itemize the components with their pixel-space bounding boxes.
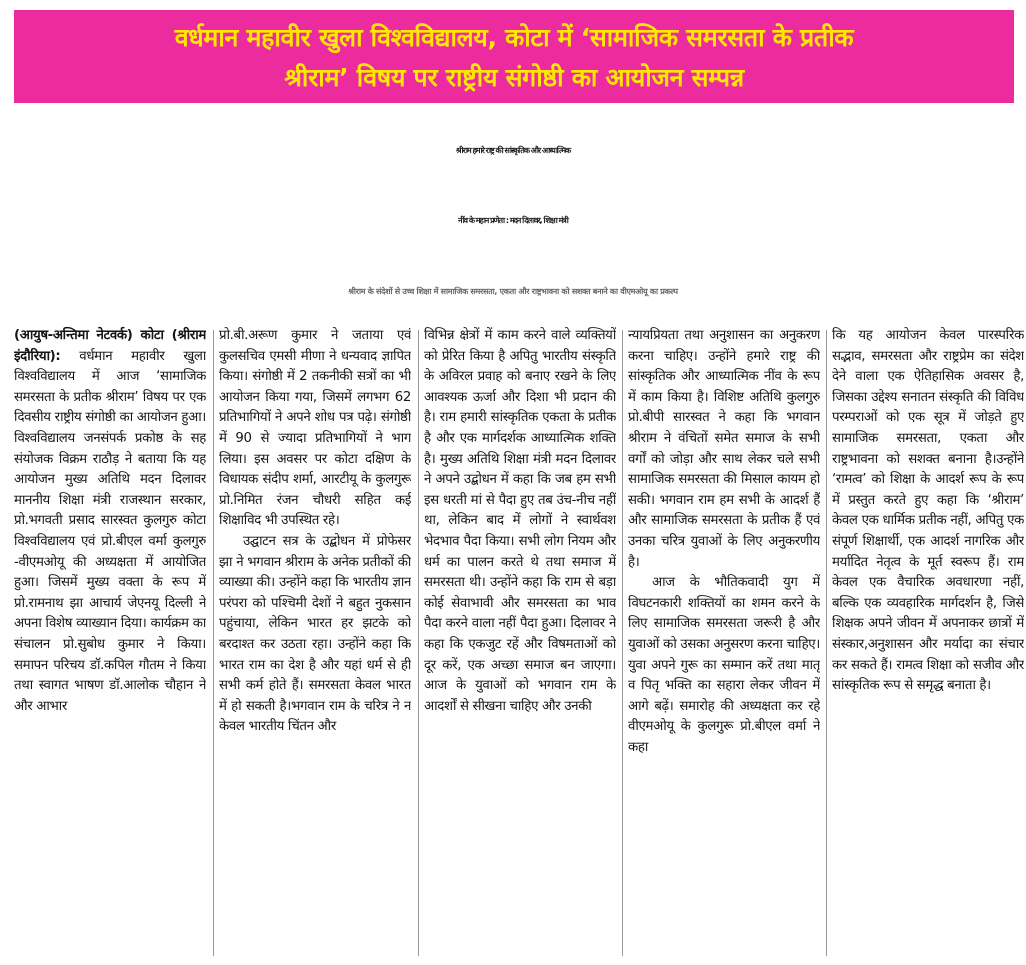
article-column-1 — [14, 326, 206, 960]
column-5-text: कि यह आयोजन केवल पारस्परिक सद्भाव, समरसता और राष्ट्रप्रेम का संदेश देने वाला एक ऐतिहासिक अवसर है, जिसका उद्देश्य सनातन संस्कृति की विविध परम्पराओं को एक सूत्र में जोड़ते हुए सामाजिक समरसता, एकता और राष्ट्रभावना को सशक्त बनाना है।उन्होंने ‘रामत्व’ को शिक्षा के आदर्श रूप के रूप में प्रस्तुत करते हुए कहा कि ‘श्रीराम’ केवल एक धार्मिक प्रतीक नहीं, अपितु एक संपूर्ण शिक्षार्थी, एक आदर्श नागरिक और मर्यादित नेतृत्व के मूर्त स्वरूप हैं। राम केवल एक वैचारिक अवधारणा नहीं, बल्कि एक व्यवहारिक मार्गदर्शन है, जिसे शिक्षक अपने जीवन में अपनाकर छात्रों में संस्कार,अनुशासन और मर्यादा का संचार कर सकते हैं। रामत्व शिक्षा को सजीव और सांस्कृतिक रूप से समृद्ध बनाता है। — [832, 328, 1024, 694]
headline-line-1: श्रीराम हमारे राष्ट्र की सांस्कृतिक और आध्यात्मिक — [455, 146, 571, 155]
article-column-5 — [832, 326, 1024, 960]
sub-headline: श्रीराम के संदेशों से उच्च शिक्षा में सामाजिक समरसता, एकता और राष्ट्रभावना को सशक्त बनाने का वीएमओयू का प्रकल्प — [348, 287, 678, 296]
column-divider — [213, 330, 214, 956]
column-1-text: वर्धमान महावीर खुला विश्वविद्यालय में आज ‘सामाजिक समरसता के प्रतीक श्रीराम’ विषय पर एक दिवसीय राष्ट्रीय संगोष्ठी का आयोजन हुआ। विश्वविद्यालय जनसंपर्क प्रकोष्ठ के सह संयोजक विक्रम राठौड़ ने बताया कि यह आयोजन मुख्य अतिथि मदन दिलावर माननीय शिक्षा मंत्री राजस्थान सरकार, प्रो.भगवती प्रसाद सारस्वत कुलगुरु कोटा विश्वविद्यालय एवं प्रो.बीएल वर्मा कुलगुरु -वीएमओयू की अध्यक्षता में आयोजित हुआ। जिसमें मुख्य वक्ता के रूप में प्रो.रामनाथ झा आचार्य जेएनयू दिल्ली ने अपना विशेष व्याख्यान दिया। कार्यक्रम का संचालन प्रो.सुबोध कुमार ने किया। समापन परिचय डॉ.कपिल गौतम ने किया तथा स्वागत भाषण डॉ.आलोक चौहान ने और आभार — [14, 348, 206, 714]
article-body — [14, 326, 1024, 960]
column-divider — [826, 330, 827, 956]
column-4-para-1: न्यायप्रियता तथा अनुशासन का अनुकरण करना चाहिए। उन्होंने हमारे राष्ट्र की सांस्कृतिक और आध्यात्मिक नींव के रूप में काम किया है। विशिष्ट अतिथि कुलगुरु प्रो.बीपी सारस्वत ने कहा कि भगवान श्रीराम ने वंचितों समेत समाज के सभी वर्गों को जोड़ा और साथ लेकर चले सभी सामाजिक समरसता की मिसाल कायम हो सकी। भगवान राम हम सभी के आदर्श हैं और सामाजिक समरसता के प्रतीक हैं एवं उनका चरित्र युवाओं के लिए अनुकरणीय है। — [628, 328, 820, 570]
column-2-para-2: उद्घाटन सत्र के उद्बोधन में प्रोफेसर झा ने भगवान श्रीराम के अनेक प्रतीकों की व्याख्या की। उन्होंने कहा कि भारतीय ज्ञान परंपरा को पश्चिमी देशों ने बहुत नुकसान पहुंचाया, लेकिन भारत हर झटके को बरदाश्त कर उठता रहा। उन्होंने कहा कि भारत राम का देश है और यहां धर्म से ही सभी कर्म होते हैं। समरसता केवल भारत में हो सकती है।भगवान राम के चरित्र ने न केवल भारतीय चिंतन और — [219, 533, 411, 735]
banner-line-1: वर्धमान महावीर खुला विश्वविद्यालय, कोटा में ‘सामाजिक समरसता के प्रतीक — [174, 23, 854, 52]
article-column-2 — [219, 326, 411, 960]
column-divider — [622, 330, 623, 956]
column-divider — [418, 330, 419, 956]
event-banner — [14, 10, 1014, 103]
column-3-text: विभिन्न क्षेत्रों में काम करने वाले व्यक्तियों को प्रेरित किया है अपितु भारतीय संस्कृति के अविरल प्रवाह को बनाए रखने के लिए आवश्यक ऊर्जा और दिशा भी प्रदान की है। राम हमारी सांस्कृतिक एकता के प्रतीक है और एक मार्गदर्शक आध्यात्मिक शक्ति है। मुख्य अतिथि शिक्षा मंत्री मदन दिलावर ने अपने उद्बोधन में कहा कि जब हम सभी इस धरती मां से पैदा हुए तब उंच-नीच नहीं था, लेकिन बाद में लोगों ने स्वार्थवश भेदभाव पैदा किया। सभी लोग नियम और धर्म का पालन करते थे तथा समाज में समरसता थी। उन्होंने कहा कि राम से बड़ा कोई सेवाभावी और समरसता का भाव पैदा करने वाला नहीं पैदा हुआ। दिलावर ने कहा कि एकजुट रहें और विषमताओं को दूर करें, एक अच्छा समाज बन जाएगा। आज के युवाओं को भगवान राम के आदर्शों से सीखना चाहिए और उनकी — [424, 328, 616, 714]
main-headline — [0, 116, 1026, 256]
article-column-3 — [424, 326, 616, 960]
banner-line-2: श्रीराम’ विषय पर राष्ट्रीय संगोष्ठी का आयोजन सम्पन्न — [284, 63, 744, 92]
column-4-para-2: आज के भौतिकवादी युग में विघटनकारी शक्तियों का शमन करने के लिए सामाजिक समरसता जरूरी है और युवाओं को उसका अनुसरण करना चाहिए। युवा अपने गुरू का सम्मान करें तथा मातृ व पितृ भक्ति का सहारा लेकर जीवन में आगे बढ़ें। समारोह की अध्यक्षता कर रहे वीएमओयू के कुलगुरू प्रो.बीएल वर्मा ने कहा — [628, 575, 820, 755]
byline: (आयुष-अन्तिमा नेटवर्क) कोटा (श्रीराम इंदौरिया): — [14, 328, 206, 364]
column-2-para-1: प्रो.बी.अरूण कुमार ने जताया एवं कुलसचिव एमसी मीणा ने धन्यवाद ज्ञापित किया। संगोष्ठी में 2 तकनीकी सत्रों का भी आयोजन किया गया, जिसमें लगभग 62 प्रतिभागियों ने अपने शोध पत्र पढ़े। संगोष्ठी में 90 से ज्यादा प्रतिभागियों ने भाग लिया। इस अवसर पर कोटा दक्षिण के विधायक संदीप शर्मा, आरटीयू के कुलगुरू प्रो.निमित रंजन चौधरी सहित कई शिक्षाविद भी उपस्थित रहे। — [219, 328, 411, 529]
headline-line-2: नींव के महान प्रणेता : मदन दिलावर, शिक्षा मंत्री — [458, 216, 568, 225]
article-column-4 — [628, 326, 820, 960]
